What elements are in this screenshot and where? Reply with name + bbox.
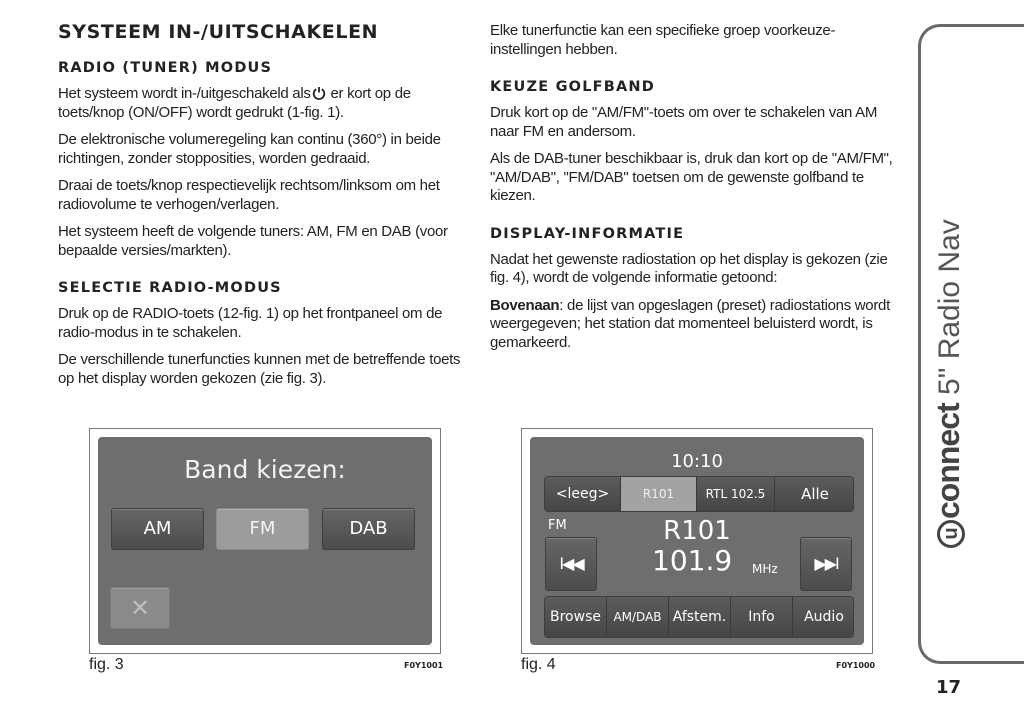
figure-3 — [89, 428, 441, 654]
figure-4-label: fig. 4 — [521, 656, 556, 673]
preset-all[interactable]: Alle — [775, 477, 854, 511]
chapter-title — [930, 148, 967, 548]
radio-mode-paragraph-3: Draai de toets/knop respectievelijk rechtsom/linksom om het radiovolume te verhogen/verlagen. — [58, 177, 440, 213]
figure-3-code: F0Y1001 — [404, 661, 444, 670]
clock: 10:10 — [671, 451, 723, 472]
audio-button[interactable]: Audio — [793, 597, 854, 637]
fm-button[interactable]: FM — [216, 508, 309, 550]
seek-next-icon[interactable]: ▶▶I — [800, 537, 852, 591]
uconnect-logo — [930, 403, 966, 548]
select-mode-heading: SELECTIE RADIO-MODUS — [58, 280, 282, 296]
select-mode-paragraph-2: De verschillende tunerfuncties kunnen met de betreffende toets op het display worden gekozen (zie fig. 3). — [58, 351, 461, 387]
preset-empty[interactable]: <leeg> — [545, 477, 621, 511]
frequency: 101.9 — [652, 544, 733, 577]
uconnect-logo-u: u — [937, 520, 965, 548]
info-button[interactable]: Info — [731, 597, 793, 637]
display-info-paragraph-2 — [490, 297, 905, 353]
radio-mode-paragraph-1 — [58, 85, 463, 122]
bottom-bar — [544, 596, 854, 638]
band-select-title: Band kiezen: — [184, 455, 346, 484]
radio-mode-heading: RADIO (TUNER) MODUS — [58, 60, 273, 76]
band-choice-heading: KEUZE GOLFBAND — [490, 79, 656, 95]
band-indicator: FM — [548, 518, 567, 533]
radio-mode-paragraph-2: De elektronische volumeregeling kan continu (360°) in beide richtingen, zonder stopposities, worden gedraaid. — [58, 131, 441, 167]
browse-button[interactable]: Browse — [545, 597, 607, 637]
radio-mode-p1-start: Het systeem wordt in-/uitgeschakeld als — [58, 85, 311, 102]
preset-bar — [544, 476, 854, 512]
seek-prev-icon[interactable]: I◀◀ — [545, 537, 597, 591]
select-mode-paragraph-1: Druk op de RADIO-toets (12-fig. 1) op het frontpaneel om de radio-modus in te schakelen. — [58, 305, 443, 341]
figure-3-label: fig. 3 — [89, 656, 124, 673]
radio-mode-p1-end: er kort op de toets/knop (ON/OFF) wordt gedrukt (1-fig. 1). — [58, 85, 411, 121]
band-choice-paragraph-2: Als de DAB-tuner beschikbaar is, druk dan kort op de "AM/FM", "AM/DAB", "FM/DAB" toetsen om de gewenste golfband te kiezen. — [490, 150, 893, 204]
display-info-paragraph-1: Nadat het gewenste radiostation op het display is gekozen (zie fig. 4), wordt de volgende informatie getoond: — [490, 250, 888, 286]
frequency-unit: MHz — [752, 562, 778, 576]
station-name: R101 — [663, 516, 731, 546]
power-icon — [312, 86, 326, 100]
uconnect-logo-text: connect — [930, 403, 966, 519]
close-icon[interactable]: ✕ — [110, 587, 170, 629]
display-info-bold-term: Bovenaan — [490, 296, 560, 314]
band-choice-paragraph-1: Druk kort op de "AM/FM"-toets om over te schakelen van AM naar FM en andersom. — [490, 104, 878, 140]
left-column — [58, 20, 463, 397]
am-button[interactable]: AM — [111, 508, 204, 550]
tune-button[interactable]: Afstem. — [669, 597, 731, 637]
radio-mode-paragraph-4: Het systeem heeft de volgende tuners: AM, FM en DAB (voor bepaalde versies/markten). — [58, 223, 448, 259]
page-number: 17 — [936, 677, 962, 698]
chapter-model: 5" Radio Nav — [933, 219, 966, 404]
main-heading: SYSTEEM IN-/UITSCHAKELEN — [58, 21, 379, 43]
preset-r101[interactable]: R101 — [621, 477, 697, 511]
dab-button[interactable]: DAB — [322, 508, 415, 550]
preset-rtl[interactable]: RTL 102.5 — [697, 477, 775, 511]
figure-4 — [521, 428, 873, 654]
radio-screen — [530, 437, 864, 645]
display-info-heading: DISPLAY-INFORMATIE — [490, 225, 685, 242]
figure-4-code: F0Y1000 — [836, 661, 876, 670]
band-select-screen — [98, 437, 432, 645]
display-info-p2-rest: : de lijst van opgeslagen (preset) radiostations wordt weergegeven; het station dat momenteel beluisterd wordt, is gemarkeerd. — [490, 296, 890, 351]
right-column — [490, 22, 905, 361]
am-dab-button[interactable]: AM/DAB — [607, 597, 669, 637]
intro-paragraph: Elke tunerfunctie kan een specifieke groep voorkeuze-instellingen hebben. — [490, 22, 836, 58]
